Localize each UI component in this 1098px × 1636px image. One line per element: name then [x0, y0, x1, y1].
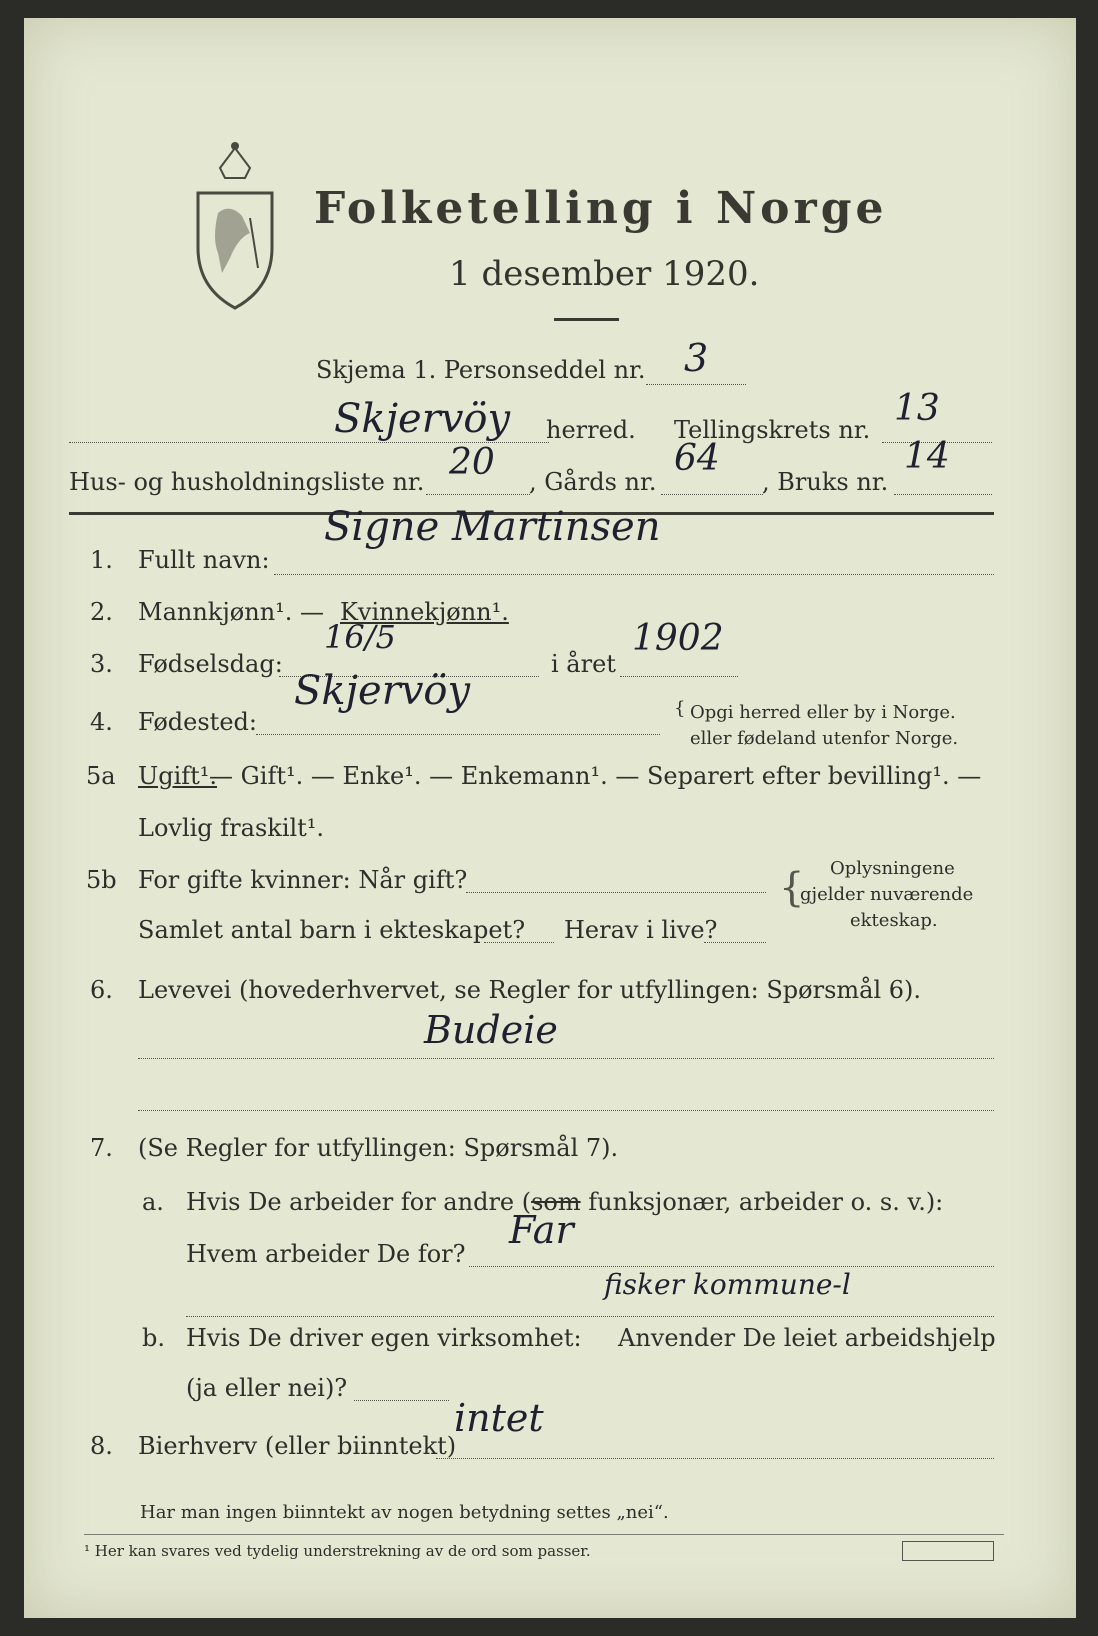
- q6-occupation[interactable]: Budeie: [424, 1008, 558, 1052]
- q3-year[interactable]: 1902: [632, 618, 724, 659]
- q8-dotline: [436, 1458, 994, 1459]
- skjema-value[interactable]: 3: [684, 336, 709, 380]
- q2-kvinne-option[interactable]: Kvinnekjønn¹.: [340, 598, 509, 626]
- q5a-number: 5a: [86, 762, 116, 790]
- q7b-letter: b.: [142, 1324, 165, 1352]
- q3-number: 3.: [90, 650, 113, 678]
- tellingskrets-value[interactable]: 13: [894, 388, 940, 429]
- q5a-fraskilt-option[interactable]: Lovlig fraskilt¹.: [138, 814, 325, 842]
- q6-dotline-1: [138, 1058, 994, 1059]
- q7a-letter: a.: [142, 1188, 164, 1216]
- gards-dotline: [661, 494, 763, 495]
- q5b-note-1: Oplysningene: [830, 858, 955, 879]
- hus-dotline: [426, 494, 530, 495]
- coat-of-arms-icon: [190, 138, 280, 313]
- q8-number: 8.: [90, 1432, 113, 1460]
- q2-mann-option[interactable]: Mannkjønn¹. —: [138, 598, 325, 626]
- form-title: Folketelling i Norge: [314, 183, 888, 234]
- q4-brace: {: [674, 698, 686, 719]
- q4-note-1: Opgi herred eller by i Norge.: [690, 702, 956, 723]
- q5b-note-2: gjelder nuværende: [800, 884, 974, 905]
- census-form: [24, 18, 1076, 1618]
- q6-number: 6.: [90, 976, 113, 1004]
- q1-full-name[interactable]: Signe Martinsen: [324, 504, 661, 550]
- q5a-other-options[interactable]: — Gift¹. — Enke¹. — Enkemann¹. — Separert efter bevilling¹. —: [209, 762, 982, 790]
- q5b-note-3: ekteskap.: [850, 910, 938, 931]
- q5b-number: 5b: [86, 866, 117, 894]
- skjema-dotline: [646, 384, 746, 385]
- skjema-label: Skjema 1. Personseddel nr.: [316, 356, 646, 384]
- q7a-dotline: [469, 1266, 994, 1267]
- tellingskrets-label: Tellingskrets nr.: [674, 416, 871, 444]
- q5b-alive-label: Herav i live?: [564, 916, 718, 944]
- q5b-children-dotline: [484, 942, 554, 943]
- q7a-employer[interactable]: Far: [509, 1208, 574, 1252]
- footnote-rule: [84, 1534, 1004, 1535]
- q1-number: 1.: [90, 546, 113, 574]
- bruks-label: , Bruks nr.: [762, 468, 889, 496]
- herred-label: herred.: [546, 416, 636, 444]
- hus-value[interactable]: 20: [449, 442, 495, 483]
- footnote-text: ¹ Her kan svares ved tydelig understrekning av de ord som passer.: [84, 1542, 591, 1560]
- q3-year-dotline: [620, 676, 738, 677]
- q3-label: Fødselsdag:: [138, 650, 283, 678]
- q3-birthday[interactable]: 16/5: [324, 618, 396, 656]
- q7b-dotline: [354, 1400, 449, 1401]
- q5a-ugift-option[interactable]: Ugift¹.: [138, 762, 218, 790]
- q4-note-2: eller fødeland utenfor Norge.: [690, 728, 959, 749]
- q3-year-label: i året: [551, 650, 616, 678]
- q5b-alive-dotline: [704, 942, 766, 943]
- q7a-employer-label: Hvem arbeider De for?: [186, 1240, 466, 1268]
- hus-label: Hus- og husholdningsliste nr.: [69, 468, 425, 496]
- q1-dotline: [274, 574, 994, 575]
- q5b-children-label: Samlet antal barn i ekteskapet?: [138, 916, 526, 944]
- q7b-label-2: Anvender De leiet arbeidshjelp: [618, 1324, 996, 1352]
- q1-label: Fullt navn:: [138, 546, 270, 574]
- q6-label: Levevei (hovederhvervet, se Regler for utfyllingen: Spørsmål 6).: [138, 976, 922, 1004]
- q8-label: Bierhverv (eller biinntekt): [138, 1432, 457, 1460]
- q4-number: 4.: [90, 708, 113, 736]
- bruks-value[interactable]: 14: [904, 436, 950, 477]
- note-text: Har man ingen biinntekt av nogen betydning settes „nei“.: [140, 1502, 669, 1523]
- title-divider: [554, 318, 619, 321]
- q4-dotline: [256, 734, 660, 735]
- q8-value[interactable]: intet: [454, 1396, 544, 1440]
- gards-label: , Gårds nr.: [529, 468, 657, 496]
- herred-value[interactable]: Skjervöy: [334, 396, 511, 442]
- printer-stamp: [902, 1541, 994, 1561]
- q7a-dotline-2: [186, 1316, 994, 1317]
- q2-number: 2.: [90, 598, 113, 626]
- census-date: 1 desember 1920.: [449, 254, 760, 294]
- gards-value[interactable]: 64: [674, 438, 720, 479]
- q6-dotline-2: [138, 1110, 994, 1111]
- q7b-yes-no-label: (ja eller nei)?: [186, 1374, 348, 1402]
- q5b-dotline: [466, 892, 766, 893]
- q7a-employer-note[interactable]: fisker kommune-l: [604, 1268, 851, 1301]
- q4-birthplace[interactable]: Skjervöy: [294, 668, 471, 714]
- q5b-label: For gifte kvinner: Når gift?: [138, 866, 468, 894]
- bruks-dotline: [894, 494, 992, 495]
- q7-label: (Se Regler for utfyllingen: Spørsmål 7).: [138, 1134, 619, 1162]
- q4-label: Fødested:: [138, 708, 257, 736]
- q7b-label: Hvis De driver egen virksomhet:: [186, 1324, 582, 1352]
- q7-number: 7.: [90, 1134, 113, 1162]
- q7a-label: Hvis De arbeider for andre (som funksjonær, arbeider o. s. v.):: [186, 1188, 944, 1216]
- q5b-brace: {: [779, 865, 805, 911]
